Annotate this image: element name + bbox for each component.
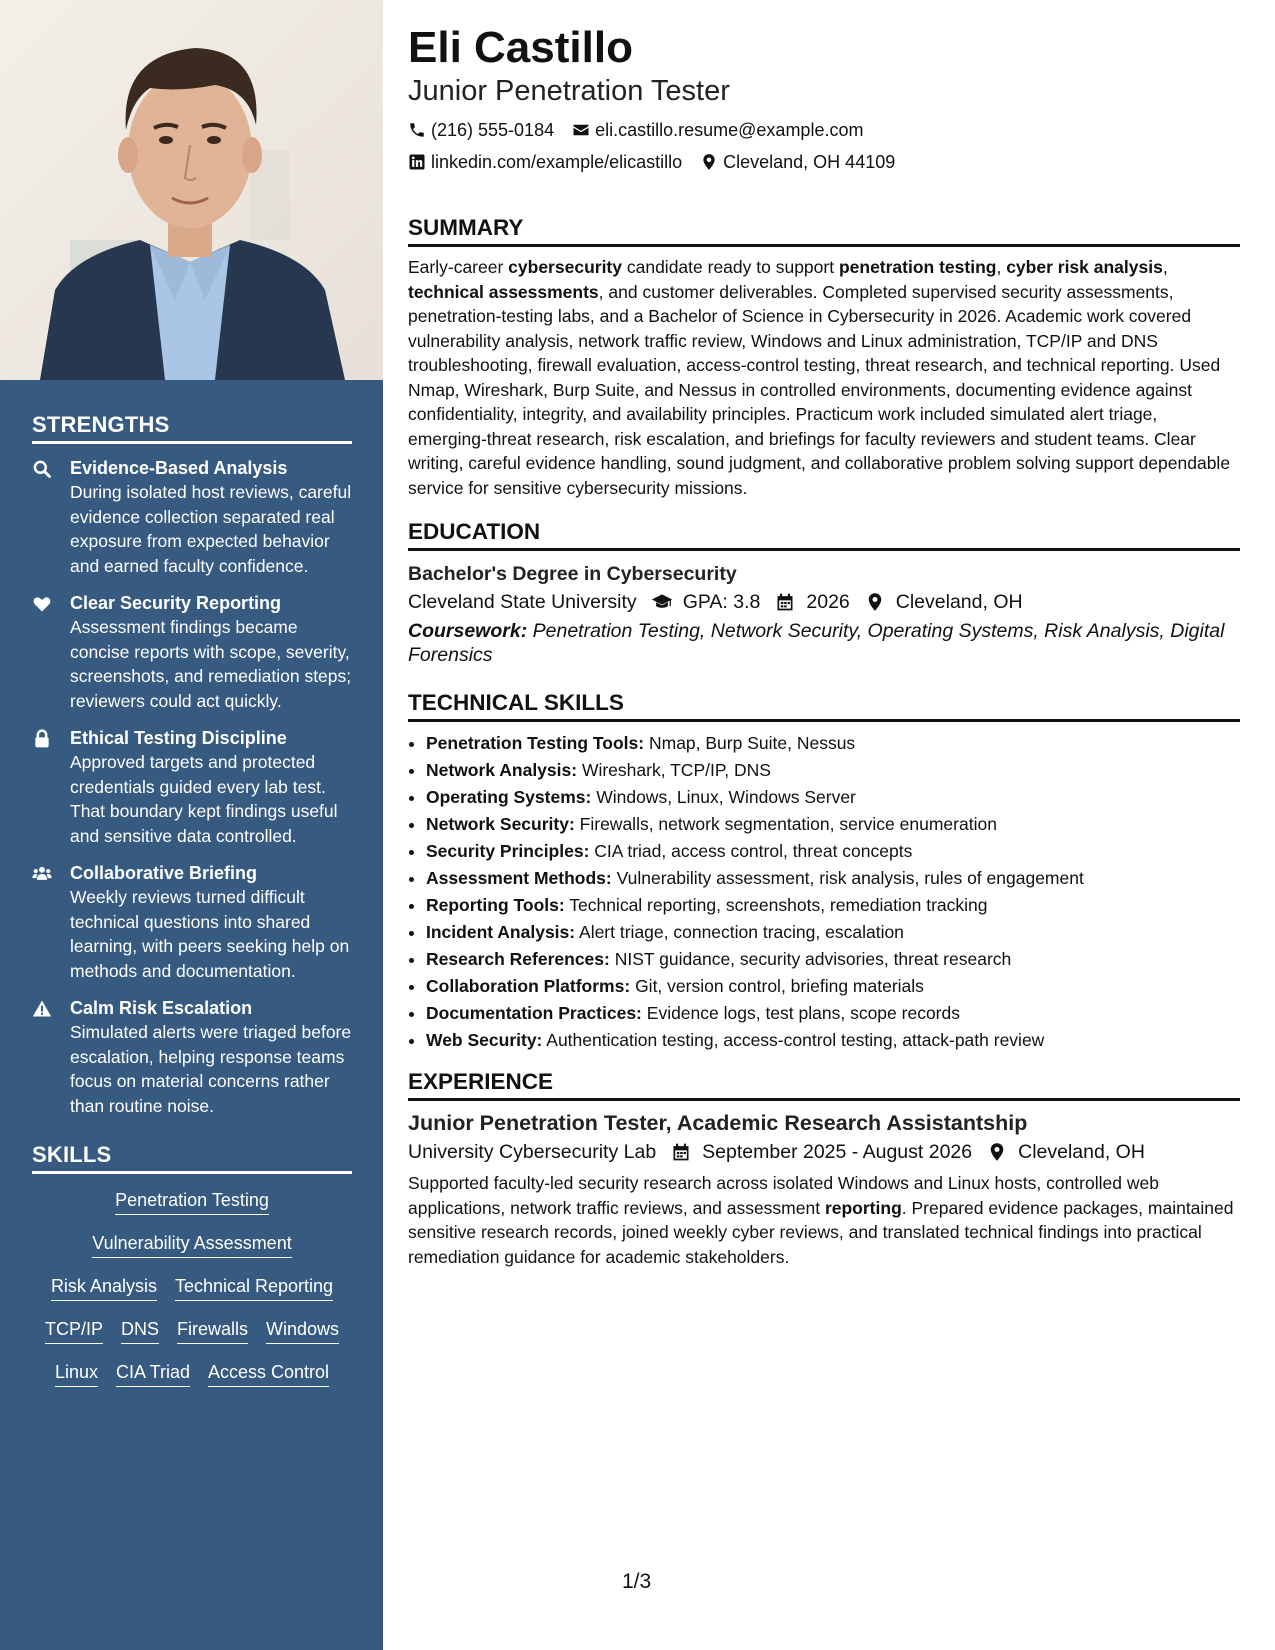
graduation-year: 2026 (806, 591, 850, 613)
skill-tag: DNS (121, 1317, 159, 1344)
coursework-label: Coursework: (408, 620, 528, 642)
skill-tag: Penetration Testing (115, 1188, 269, 1215)
list-item (426, 1000, 1240, 1027)
skill-row (32, 1317, 352, 1344)
calendar-icon (670, 1142, 692, 1162)
skill-category: Web Security: (426, 1030, 543, 1050)
summary-text (408, 255, 1240, 500)
gpa-item (651, 587, 761, 617)
technical-skills-list (408, 730, 1240, 1054)
list-item (426, 757, 1240, 784)
emphasis-text: cybersecurity (508, 257, 622, 277)
skill-values: NIST guidance, security advisories, threat research (614, 949, 1012, 969)
skill-values: Wireshark, TCP/IP, DNS (581, 760, 771, 780)
emphasis-text: reporting (824, 1197, 902, 1218)
skill-values: Vulnerability assessment, risk analysis, rules of engagement (616, 868, 1084, 888)
technical-skills-heading: TECHNICAL SKILLS (408, 689, 1240, 722)
list-item (426, 1027, 1240, 1054)
skill-values: CIA triad, access control, threat concepts (594, 841, 913, 861)
strength-description: During isolated host reviews, careful evidence collection separated real exposure from expected behavior and earned faculty confidence. (70, 482, 352, 576)
linkedin-contact[interactable] (408, 146, 682, 178)
skill-tag: TCP/IP (45, 1317, 103, 1344)
list-item (426, 730, 1240, 757)
skill-category: Documentation Practices: (426, 1003, 642, 1023)
list-item (426, 811, 1240, 838)
graduation-cap-icon (651, 592, 673, 612)
skill-category: Security Principles: (426, 841, 590, 861)
organization-name: University Cybersecurity Lab (408, 1141, 657, 1163)
map-pin-icon (986, 1142, 1008, 1162)
email-text: eli.castillo.resume@example.com (595, 120, 864, 140)
school-name: Cleveland State University (408, 591, 637, 613)
linkedin-icon (408, 153, 426, 171)
skill-values: Technical reporting, screenshots, remediation tracking (569, 895, 988, 915)
candidate-name: Eli Castillo (408, 23, 633, 72)
profile-photo (0, 0, 383, 380)
strength-title: Calm Risk Escalation (70, 998, 253, 1018)
text-run: . Prepared evidence packages, maintained sensitive research records, joined weekly cyber reviews, and translated technical findings into practical remediation guidance for academic stakeholders. (408, 1197, 1234, 1267)
location-contact (700, 146, 895, 178)
skill-tag: Vulnerability Assessment (92, 1231, 291, 1258)
phone-icon (408, 121, 426, 139)
skill-tag: Technical Reporting (175, 1274, 333, 1301)
education-heading: EDUCATION (408, 518, 1240, 551)
heart-icon (32, 591, 70, 713)
list-item (426, 919, 1240, 946)
skills-heading: SKILLS (32, 1142, 352, 1174)
skill-category: Operating Systems: (426, 787, 592, 807)
skill-values: Windows, Linux, Windows Server (596, 787, 856, 807)
skill-category: Reporting Tools: (426, 895, 565, 915)
skill-category: Penetration Testing Tools: (426, 733, 645, 753)
list-item (426, 838, 1240, 865)
strength-item (32, 726, 352, 848)
map-pin-icon (700, 153, 718, 171)
degree-title: Bachelor's Degree in Cybersecurity (408, 563, 737, 585)
strength-item (32, 861, 352, 983)
text-run: , and customer deliverables. Completed supervised security assessments, penetration-testing labs, and a Bachelor of Science in Cybersecurity in 2026. Academic work covered vulnerability analysis, network traffic review, Windows and Linux administration, TCP/IP and DNS troubleshooting, firewall evaluation, access-control testing, threat research, and technical reporting. Used Nmap, Wireshark, Burp Suite, and Nessus in controlled environments, documenting evidence against confidentiality, integrity, and availability principles. Practicum work included simulated alert triage, emerging-threat research, risk escalation, and briefings for faculty reviewers and student teams. Clear writing, careful evidence handling, sound judgment, and collaborative problem solving support dependable service for sensitive cybersecurity missions. (408, 281, 1231, 498)
lock-icon (32, 726, 70, 848)
page-number: 1/3 (622, 1570, 652, 1593)
skill-category: Assessment Methods: (426, 868, 612, 888)
location-text: Cleveland, OH 44109 (723, 152, 896, 172)
skill-tag: Linux (55, 1360, 98, 1387)
strength-description: Weekly reviews turned difficult technical questions into shared learning, with peers seeking help on methods and documentation. (70, 887, 350, 981)
skill-row (32, 1188, 352, 1215)
sidebar-content (32, 412, 352, 1403)
contact-row (408, 114, 1240, 146)
strength-description: Simulated alerts were triaged before escalation, helping response teams focus on material concerns rather than routine noise. (70, 1022, 352, 1116)
strength-item (32, 456, 352, 578)
sidebar (0, 0, 383, 1650)
main-content (408, 22, 1240, 1269)
text-run: Supported faculty-led security research across isolated Windows and Linux hosts, controlled web applications, network traffic reviews, and assessment (408, 1173, 1159, 1218)
employment-dates: September 2025 - August 2026 (702, 1141, 973, 1163)
strength-item (32, 591, 352, 713)
strength-item (32, 996, 352, 1118)
linkedin-text: linkedin.com/example/elicastillo (431, 152, 683, 172)
text-run: , (1162, 257, 1168, 277)
emphasis-text: technical assessments (408, 281, 599, 302)
emphasis-text: cyber risk analysis (1006, 257, 1163, 277)
phone-text: (216) 555-0184 (431, 120, 555, 140)
skill-category: Network Security: (426, 814, 575, 834)
skill-values: Authentication testing, access-control testing, attack-path review (546, 1030, 1045, 1050)
skill-category: Collaboration Platforms: (426, 976, 631, 996)
skill-values: Alert triage, connection tracing, escalation (579, 922, 904, 942)
skill-values: Firewalls, network segmentation, service enumeration (579, 814, 997, 834)
school-location: Cleveland, OH (895, 591, 1023, 613)
skill-values: Nmap, Burp Suite, Nessus (648, 733, 856, 753)
job-location: Cleveland, OH (1018, 1141, 1145, 1163)
job-title: Junior Penetration Tester (408, 75, 730, 107)
text-run: , (996, 257, 1007, 277)
text-run: Early-career (408, 257, 509, 277)
map-pin-icon (864, 592, 886, 612)
dates-item (670, 1137, 972, 1167)
text-run: candidate ready to support (622, 257, 839, 277)
strength-description: Approved targets and protected credentials guided every lab test. That boundary kept findings useful and sensitive data controlled. (70, 752, 338, 846)
experience-description (408, 1171, 1240, 1269)
list-item (426, 973, 1240, 1000)
emphasis-text: penetration testing (838, 257, 997, 277)
skill-category: Incident Analysis: (426, 922, 576, 942)
gpa-text: GPA: 3.8 (682, 591, 761, 613)
strength-title: Clear Security Reporting (70, 593, 282, 613)
phone-contact[interactable] (408, 114, 554, 146)
skill-row (32, 1360, 352, 1387)
strength-title: Evidence-Based Analysis (70, 458, 288, 478)
education-meta (408, 587, 1240, 617)
strength-description: Assessment findings became concise reports with scope, severity, screenshots, and remediation steps; reviewers could act quickly. (70, 617, 352, 711)
skill-tag: CIA Triad (116, 1360, 190, 1387)
list-item (426, 946, 1240, 973)
school-location-item (864, 587, 1023, 617)
skill-tag: Risk Analysis (51, 1274, 157, 1301)
coursework (408, 619, 1240, 667)
skill-tag: Firewalls (177, 1317, 248, 1344)
contact-row (408, 146, 1240, 178)
envelope-icon (572, 121, 590, 139)
summary-heading: SUMMARY (408, 214, 1240, 247)
strengths-heading: STRENGTHS (32, 412, 352, 444)
skill-category: Research References: (426, 949, 610, 969)
calendar-icon (774, 592, 796, 612)
strength-title: Collaborative Briefing (70, 863, 258, 883)
list-item (426, 784, 1240, 811)
job-location-item (986, 1137, 1145, 1167)
experience-meta (408, 1137, 1240, 1167)
role-title: Junior Penetration Tester, Academic Research Assistantship (408, 1111, 1028, 1135)
email-contact[interactable] (572, 114, 863, 146)
skill-values: Git, version control, briefing materials (635, 976, 924, 996)
list-item (426, 865, 1240, 892)
warning-icon (32, 996, 70, 1118)
skill-tag: Access Control (208, 1360, 329, 1387)
skill-values: Evidence logs, test plans, scope records (646, 1003, 960, 1023)
skill-category: Network Analysis: (426, 760, 578, 780)
strength-title: Ethical Testing Discipline (70, 728, 287, 748)
users-icon (32, 861, 70, 983)
skill-row (32, 1274, 352, 1301)
coursework-list: Penetration Testing, Network Security, Operating Systems, Risk Analysis, Digital Forensics (408, 620, 1225, 666)
year-item (774, 587, 849, 617)
skill-tag: Windows (266, 1317, 339, 1344)
search-icon (32, 456, 70, 578)
list-item (426, 892, 1240, 919)
skill-row (32, 1231, 352, 1258)
experience-heading: EXPERIENCE (408, 1068, 1240, 1101)
